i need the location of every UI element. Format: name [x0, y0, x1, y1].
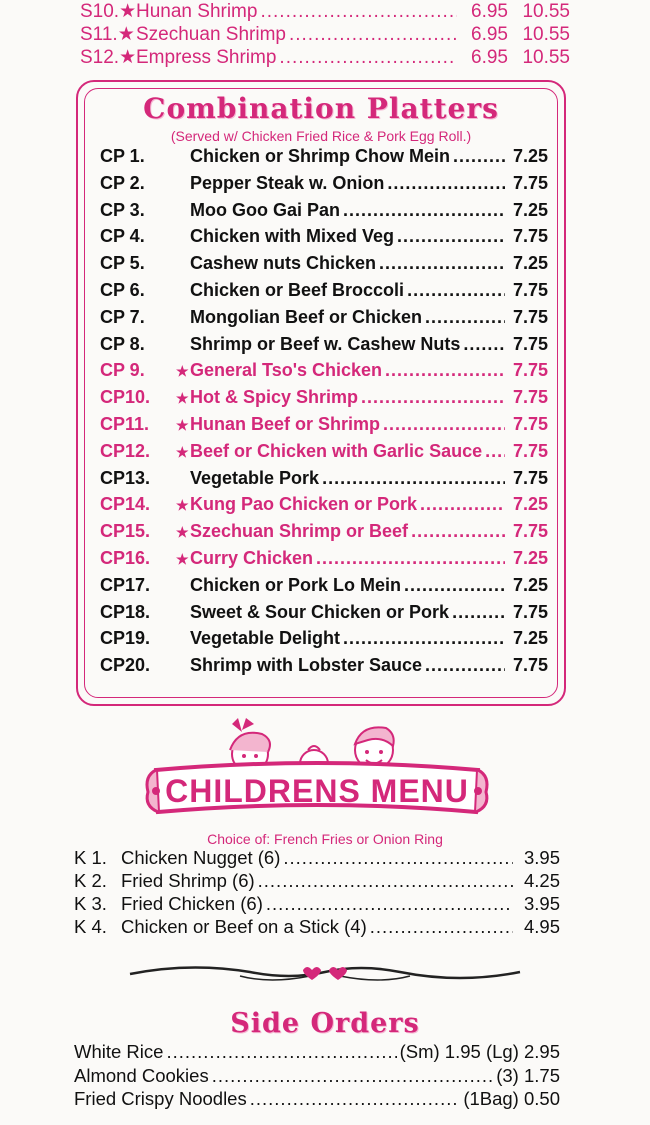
- menu-item-row: [100, 494, 548, 521]
- item-code-number: S11.: [80, 24, 118, 45]
- menu-item-row: [100, 360, 548, 387]
- item-name: Chicken Nugget (6): [121, 847, 281, 868]
- menu-item-row: [80, 46, 570, 69]
- dot-leader: [266, 893, 513, 915]
- item-name: White Rice: [74, 1041, 164, 1062]
- menu-item-row: [100, 200, 548, 227]
- menu-item-row: [80, 23, 570, 46]
- item-price-large: 10.55: [522, 47, 570, 68]
- item-code: CP16.: [100, 547, 151, 568]
- item-price: 7.75: [512, 413, 548, 434]
- menu-item-row: [100, 307, 548, 334]
- item-code: CP17.: [100, 574, 151, 595]
- item-price: 7.25: [512, 199, 548, 220]
- item-name: Empress Shrimp: [136, 47, 277, 68]
- combination-subtitle: (Served w/ Chicken Fried Rice & Pork Egg Roll.): [170, 128, 472, 144]
- dot-leader: [385, 360, 505, 381]
- spicy-star-icon: ★: [176, 390, 189, 407]
- menu-item-row: [100, 628, 548, 655]
- item-code: CP11.: [100, 413, 150, 434]
- dot-leader: [250, 1088, 461, 1110]
- dot-leader: [463, 334, 505, 355]
- item-name: Chicken or Beef on a Stick (4): [121, 916, 367, 937]
- spicy-star-icon: ★: [176, 416, 189, 433]
- dot-leader: [397, 226, 505, 247]
- childrens-menu-banner-lettering: CHILDRENS MENU: [165, 773, 469, 809]
- spicy-star-icon: ★: [176, 443, 189, 460]
- item-code: CP19.: [100, 628, 151, 649]
- item-code: CP10.: [100, 387, 151, 408]
- item-name: Szechuan Shrimp: [136, 24, 286, 45]
- menu-item-row: [100, 146, 548, 173]
- dot-leader: [387, 173, 505, 194]
- menu-item-row: [74, 1041, 560, 1065]
- item-price: 7.75: [512, 306, 548, 327]
- menu-item-row: [74, 1065, 560, 1089]
- item-name: Chicken or Shrimp Chow Mein: [190, 146, 451, 166]
- item-code-number: S12.: [80, 47, 120, 68]
- menu-item-row: [100, 575, 548, 602]
- item-price-small: 6.95: [471, 47, 508, 68]
- menu-item-row: [100, 521, 548, 548]
- item-price-small: 6.95: [471, 1, 508, 22]
- dot-leader: [166, 1041, 396, 1063]
- combination-list: [100, 146, 548, 682]
- item-code: CP15.: [100, 521, 151, 542]
- spicy-star-icon: ★: [176, 497, 189, 514]
- dot-leader: [370, 916, 513, 938]
- item-name: Vegetable Delight: [190, 628, 341, 649]
- item-name: Hunan Shrimp: [136, 1, 258, 22]
- childrens-menu-banner: [142, 712, 492, 824]
- item-code: CP13.: [100, 467, 151, 488]
- item-code: CP 5.: [100, 253, 145, 274]
- menu-item-row: [74, 893, 560, 916]
- item-code: CP 1.: [100, 146, 145, 166]
- item-code: CP 2.: [100, 172, 145, 193]
- menu-item-row: [100, 655, 548, 682]
- item-price-large: 10.55: [522, 24, 570, 45]
- spicy-star-icon: ★: [119, 47, 137, 68]
- item-code: CP 4.: [100, 226, 145, 247]
- item-price: (Sm) 1.95 (Lg) 2.95: [399, 1041, 560, 1062]
- item-code: [80, 46, 136, 69]
- item-code: [80, 0, 136, 23]
- item-name: Pepper Steak w. Onion: [190, 172, 385, 193]
- dot-leader: [453, 146, 505, 167]
- item-price: 7.75: [512, 360, 548, 381]
- combination-platters-box: [76, 80, 566, 706]
- shrimp-section: [80, 0, 570, 69]
- menu-item-row: [74, 1088, 560, 1112]
- menu-item-row: [100, 253, 548, 280]
- item-code: CP14.: [100, 494, 151, 515]
- combination-title: Combination Platters: [143, 92, 499, 125]
- item-code: [80, 23, 136, 46]
- dot-leader: [411, 521, 505, 542]
- item-name: Fried Crispy Noodles: [74, 1088, 247, 1109]
- menu-item-row: [100, 387, 548, 414]
- menu-item-row: [74, 916, 560, 939]
- item-price: 7.75: [512, 655, 548, 676]
- item-price: 7.25: [512, 494, 548, 515]
- item-code: CP18.: [100, 601, 151, 622]
- item-price: 3.95: [523, 847, 560, 868]
- dot-leader: [379, 253, 505, 274]
- menu-item-row: [100, 414, 548, 441]
- menu-item-row: [100, 441, 548, 468]
- item-code: K 3.: [74, 893, 107, 914]
- dot-leader: [279, 47, 457, 69]
- side-orders-list: [74, 1041, 560, 1112]
- dot-leader: [420, 494, 505, 515]
- menu-item-row: [80, 0, 570, 23]
- item-price: 7.75: [512, 226, 548, 247]
- item-name: Almond Cookies: [74, 1064, 209, 1086]
- item-price: 7.75: [512, 467, 548, 488]
- dot-leader: [283, 847, 513, 869]
- item-price: 7.75: [512, 521, 548, 542]
- ornamental-divider: [120, 958, 530, 988]
- item-name: Cashew nuts Chicken: [190, 253, 377, 274]
- menu-item-row: [100, 602, 548, 629]
- item-price: 7.75: [512, 440, 548, 461]
- item-price: 7.75: [512, 172, 548, 193]
- dot-leader: [343, 628, 505, 649]
- childrens-list: [74, 847, 560, 939]
- item-name: General Tso's Chicken: [190, 360, 383, 381]
- item-price: 4.95: [523, 916, 560, 937]
- item-name: Shrimp or Beef w. Cashew Nuts: [190, 333, 461, 354]
- dot-leader: [383, 414, 505, 435]
- menu-item-row: [100, 334, 548, 361]
- item-price: 7.75: [512, 333, 548, 354]
- item-price: (3) 1.75: [496, 1064, 560, 1086]
- item-name: Curry Chicken: [190, 547, 314, 568]
- spicy-star-icon: ★: [176, 524, 189, 541]
- item-code: CP 3.: [100, 199, 145, 220]
- spicy-star-icon: ★: [176, 363, 189, 380]
- item-price: 7.25: [512, 253, 548, 274]
- dot-leader: [258, 870, 513, 892]
- menu-item-row: [74, 847, 560, 870]
- item-name: Shrimp with Lobster Sauce: [190, 655, 423, 676]
- item-code: CP20.: [100, 655, 151, 676]
- item-name: Chicken with Mixed Veg: [190, 226, 395, 247]
- dot-leader: [485, 441, 505, 462]
- dot-leader: [361, 387, 505, 408]
- item-price: (1Bag) 0.50: [463, 1088, 560, 1109]
- spicy-star-icon: ★: [176, 550, 189, 567]
- item-price: 7.25: [512, 628, 548, 649]
- item-code: K 2.: [74, 870, 107, 891]
- heart-icon: [303, 967, 321, 980]
- dot-leader: [407, 280, 505, 301]
- menu-item-row: [100, 468, 548, 495]
- menu-item-row: [100, 280, 548, 307]
- item-price: 7.25: [512, 574, 548, 595]
- spicy-star-icon: ★: [119, 1, 137, 22]
- item-price: 7.25: [512, 547, 548, 568]
- item-name: Fried Chicken (6): [121, 893, 263, 914]
- item-code: CP12.: [100, 440, 151, 461]
- side-orders-title: Side Orders: [230, 1008, 420, 1039]
- item-code: CP 6.: [100, 279, 145, 300]
- dot-leader: [425, 307, 505, 328]
- dot-leader: [343, 200, 505, 221]
- dot-leader: [425, 655, 505, 676]
- item-price: 7.25: [512, 146, 548, 166]
- item-name: Vegetable Pork: [190, 467, 320, 488]
- item-code: CP 7.: [100, 306, 145, 327]
- item-price-large: 10.55: [522, 1, 570, 22]
- item-price: 7.75: [512, 387, 548, 408]
- item-name: Moo Goo Gai Pan: [190, 199, 341, 220]
- item-name: Fried Shrimp (6): [121, 870, 255, 891]
- dot-leader: [452, 602, 505, 623]
- item-name: Sweet & Sour Chicken or Pork: [190, 601, 450, 622]
- item-name: Mongolian Beef or Chicken: [190, 306, 423, 327]
- menu-item-row: [100, 226, 548, 253]
- item-price: 4.25: [523, 870, 560, 891]
- item-name: Szechuan Shrimp or Beef: [190, 521, 409, 542]
- item-code-number: S10.: [80, 1, 120, 22]
- childrens-choice-note: Choice of: French Fries or Onion Ring: [207, 831, 443, 847]
- item-name: Hunan Beef or Shrimp: [190, 413, 381, 434]
- item-code: CP 8.: [100, 333, 145, 354]
- item-price-small: 6.95: [471, 24, 508, 45]
- item-code: CP 9.: [100, 360, 145, 381]
- dot-leader: [404, 575, 505, 596]
- item-name: Chicken or Pork Lo Mein: [190, 574, 402, 595]
- menu-item-row: [100, 173, 548, 200]
- menu-item-row: [100, 548, 548, 575]
- item-price: 7.75: [512, 601, 548, 622]
- item-code: K 1.: [74, 847, 107, 868]
- item-price: 3.95: [523, 893, 560, 914]
- dot-leader: [212, 1065, 494, 1087]
- dot-leader: [322, 468, 505, 489]
- dot-leader: [289, 24, 457, 46]
- item-name: Kung Pao Chicken or Pork: [190, 494, 418, 515]
- spicy-star-icon: ★: [117, 24, 135, 45]
- item-code: K 4.: [74, 916, 107, 937]
- item-name: Beef or Chicken with Garlic Sauce: [190, 440, 483, 461]
- item-price: 7.75: [512, 279, 548, 300]
- dot-leader: [260, 1, 457, 23]
- item-name: Hot & Spicy Shrimp: [190, 387, 359, 408]
- item-name: Chicken or Beef Broccoli: [190, 279, 405, 300]
- dot-leader: [316, 548, 505, 569]
- menu-item-row: [74, 870, 560, 893]
